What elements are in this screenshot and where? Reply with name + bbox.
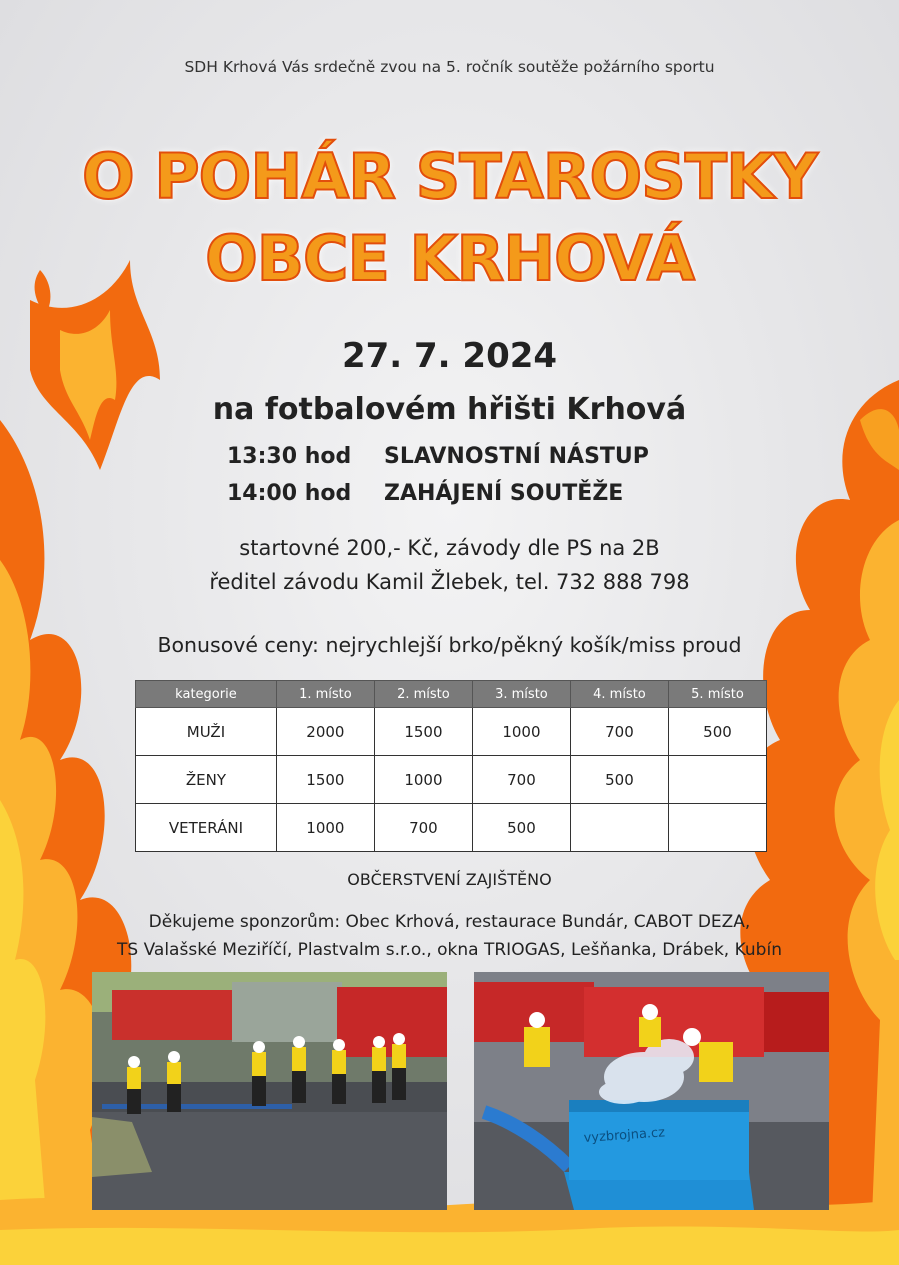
bonus-prizes: Bonusové ceny: nejrychlejší brko/pěkný košík/miss proud (157, 633, 742, 657)
prize-table (135, 680, 767, 852)
race-director: ředitel závodu Kamil Žlebek, tel. 732 888 798 (209, 570, 690, 594)
table-cell: 2000 (276, 708, 374, 756)
table-cell: ŽENY (136, 756, 277, 804)
table-cell (668, 756, 766, 804)
table-cell: 1000 (276, 804, 374, 852)
entry-fee: startovné 200,- Kč, závody dle PS na 2B (239, 536, 660, 560)
table-cell: 700 (570, 708, 668, 756)
header-cell: 4. místo (570, 681, 668, 708)
table-cell: 1500 (374, 708, 472, 756)
header-cell: 5. místo (668, 681, 766, 708)
tank-brand-label: vyzbrojna.cz (583, 1125, 666, 1146)
photo-water-tank (474, 972, 829, 1210)
invitation-text: SDH Krhová Vás srdečně zvou na 5. ročník soutěže požárního sportu (184, 58, 715, 76)
table-cell: VETERÁNI (136, 804, 277, 852)
prize-table-header (136, 681, 767, 708)
table-cell (570, 804, 668, 852)
title-line-2: OBCE KRHOVÁ (205, 222, 694, 295)
table-cell: 500 (472, 804, 570, 852)
header-cell: kategorie (136, 681, 277, 708)
schedule-time-1: 13:30 hod (227, 444, 352, 469)
sponsors-line-1: Děkujeme sponzorům: Obec Krhová, restaurace Bundár, CABOT DEZA, (148, 912, 751, 932)
schedule-label-1: SLAVNOSTNÍ NÁSTUP (384, 444, 649, 469)
schedule-time-2: 14:00 hod (227, 481, 352, 506)
event-date: 27. 7. 2024 (341, 336, 558, 376)
table-cell: 700 (472, 756, 570, 804)
table-cell: 1000 (374, 756, 472, 804)
table-cell: 500 (570, 756, 668, 804)
title-line-1: O POHÁR STAROSTKY (81, 140, 818, 213)
header-cell: 1. místo (276, 681, 374, 708)
table-cell: 1000 (472, 708, 570, 756)
event-venue: na fotbalovém hřišti Krhová (212, 392, 687, 427)
refreshments-note: OBČERSTVENÍ ZAJIŠTĚNO (347, 870, 552, 889)
schedule-label-2: ZAHÁJENÍ SOUTĚŽE (384, 481, 624, 506)
table-cell: MUŽI (136, 708, 277, 756)
table-row (136, 804, 767, 852)
table-cell: 700 (374, 804, 472, 852)
table-row (136, 756, 767, 804)
sponsors-line-2: TS Valašské Meziříčí, Plastvalm s.r.o., okna TRIOGAS, Lešňanka, Drábek, Kubín (117, 940, 782, 960)
header-cell: 3. místo (472, 681, 570, 708)
table-cell: 1500 (276, 756, 374, 804)
photo-firefighters-running (92, 972, 447, 1210)
table-cell: 500 (668, 708, 766, 756)
table-row (136, 708, 767, 756)
table-cell (668, 804, 766, 852)
header-cell: 2. místo (374, 681, 472, 708)
